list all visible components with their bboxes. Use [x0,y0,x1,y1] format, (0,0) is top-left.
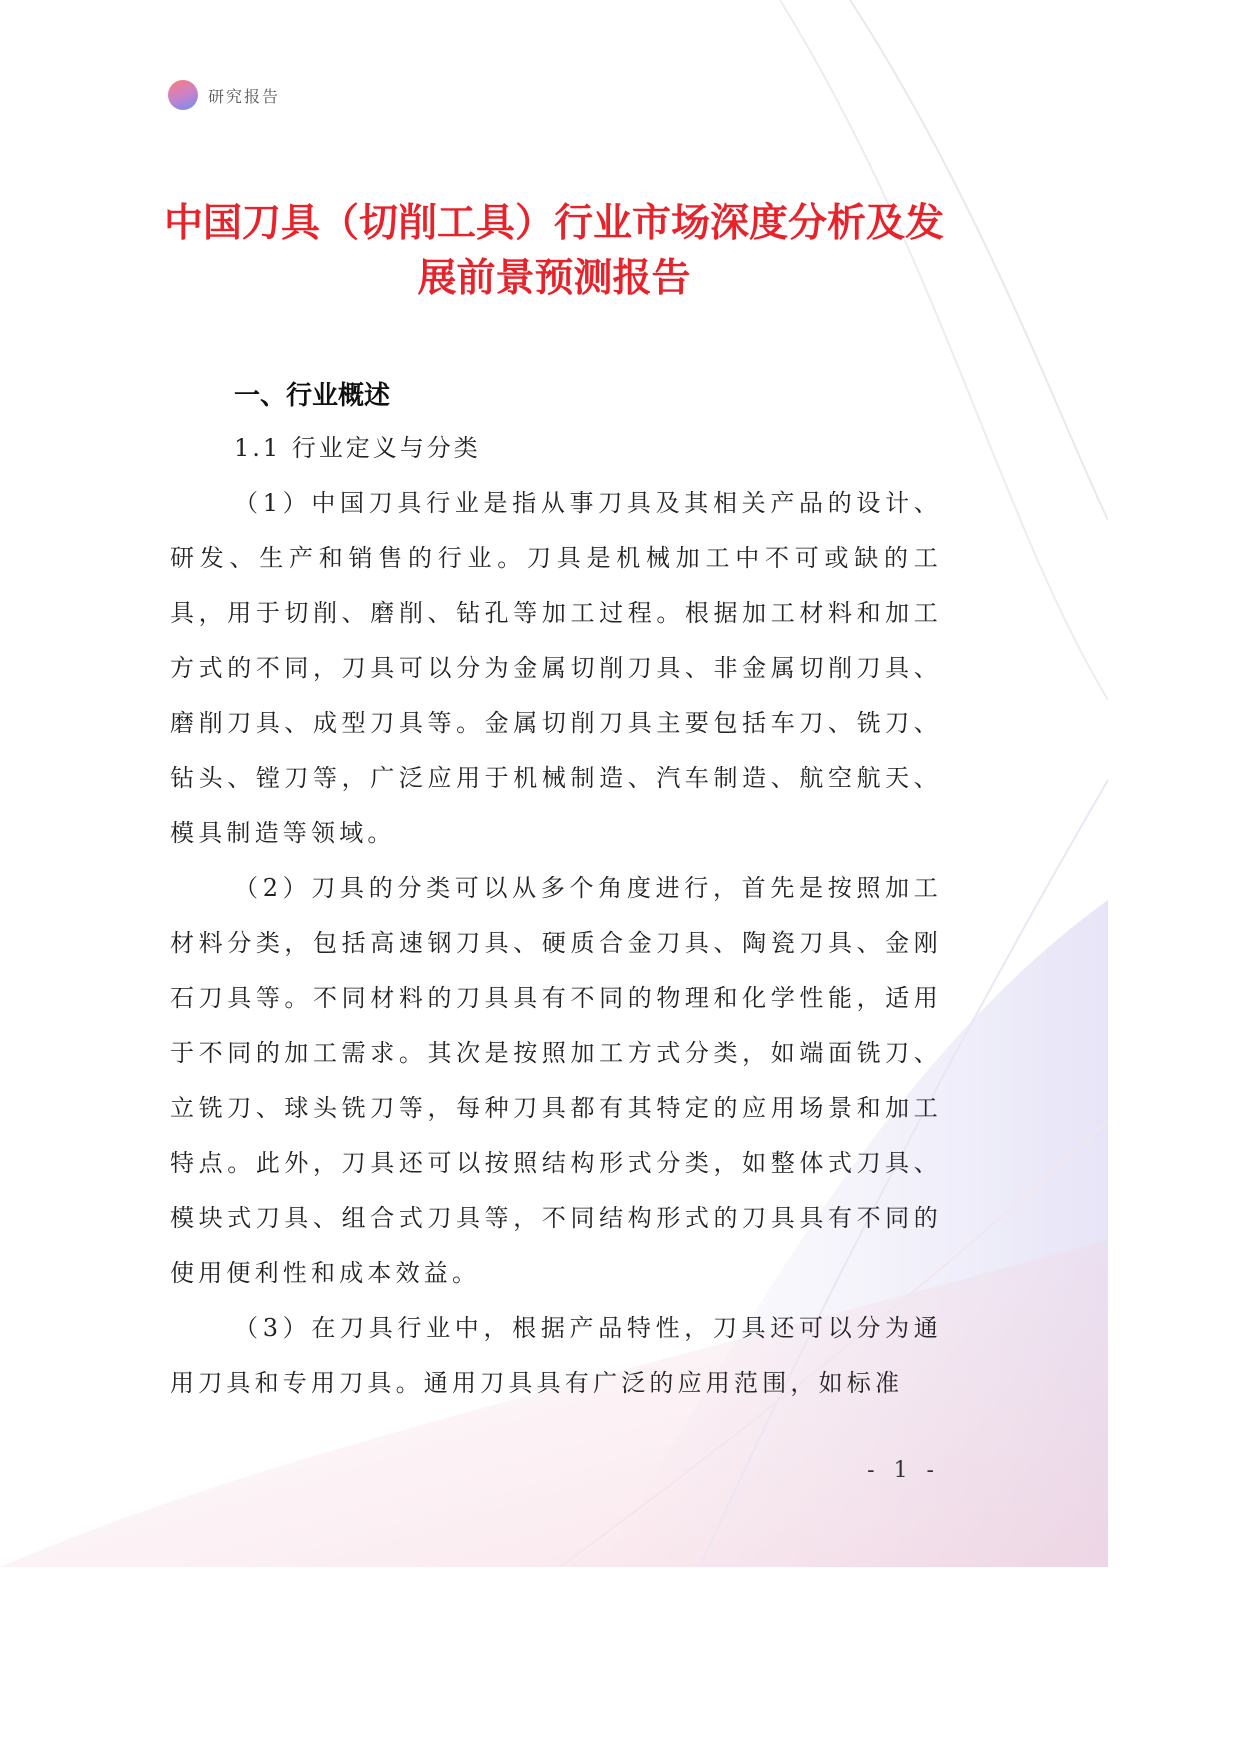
paragraph: （2）刀具的分类可以从多个角度进行，首先是按照加工材料分类，包括高速钢刀具、硬质合金刀具、陶瓷刀具、金刚石刀具等。不同材料的刀具具有不同的物理和化学性能，适用于不同的加工需求。其次是按照加工方式分类，如端面铣刀、立铣刀、球头铣刀等，每种刀具都有其特定的应用场景和加工特点。此外，刀具还可以按照结构形式分类，如整体式刀具、模块式刀具、组合式刀具等，不同结构形式的刀具具有不同的使用便利性和成本效益。 [170,874,942,1287]
report-header [168,80,280,110]
paragraph: （3）在刀具行业中，根据产品特性，刀具还可以分为通用刀具和专用刀具。通用刀具具有广泛的应用范围，如标准 [170,1314,942,1397]
header-label: 研究报告 [208,86,281,106]
subsection-heading: 1.1 行业定义与分类 [234,434,481,462]
logo-dot-icon [168,80,198,110]
section-heading: 一、行业概述 [234,381,391,411]
page-number: - 1 - [867,1458,940,1483]
paragraph: （1）中国刀具行业是指从事刀具及其相关产品的设计、研发、生产和销售的行业。刀具是机械加工中不可或缺的工具，用于切削、磨削、钻孔等加工过程。根据加工材料和加工方式的不同，刀具可以分为金属切削刀具、非金属切削刀具、磨削刀具、成型刀具等。金属切削刀具主要包括车刀、铣刀、钻头、镗刀等，广泛应用于机械制造、汽车制造、航空航天、模具制造等领域。 [170,489,942,847]
report-title: 中国刀具（切削工具）行业市场深度分析及发展前景预测报告 [163,201,944,301]
report-body [170,372,942,1411]
